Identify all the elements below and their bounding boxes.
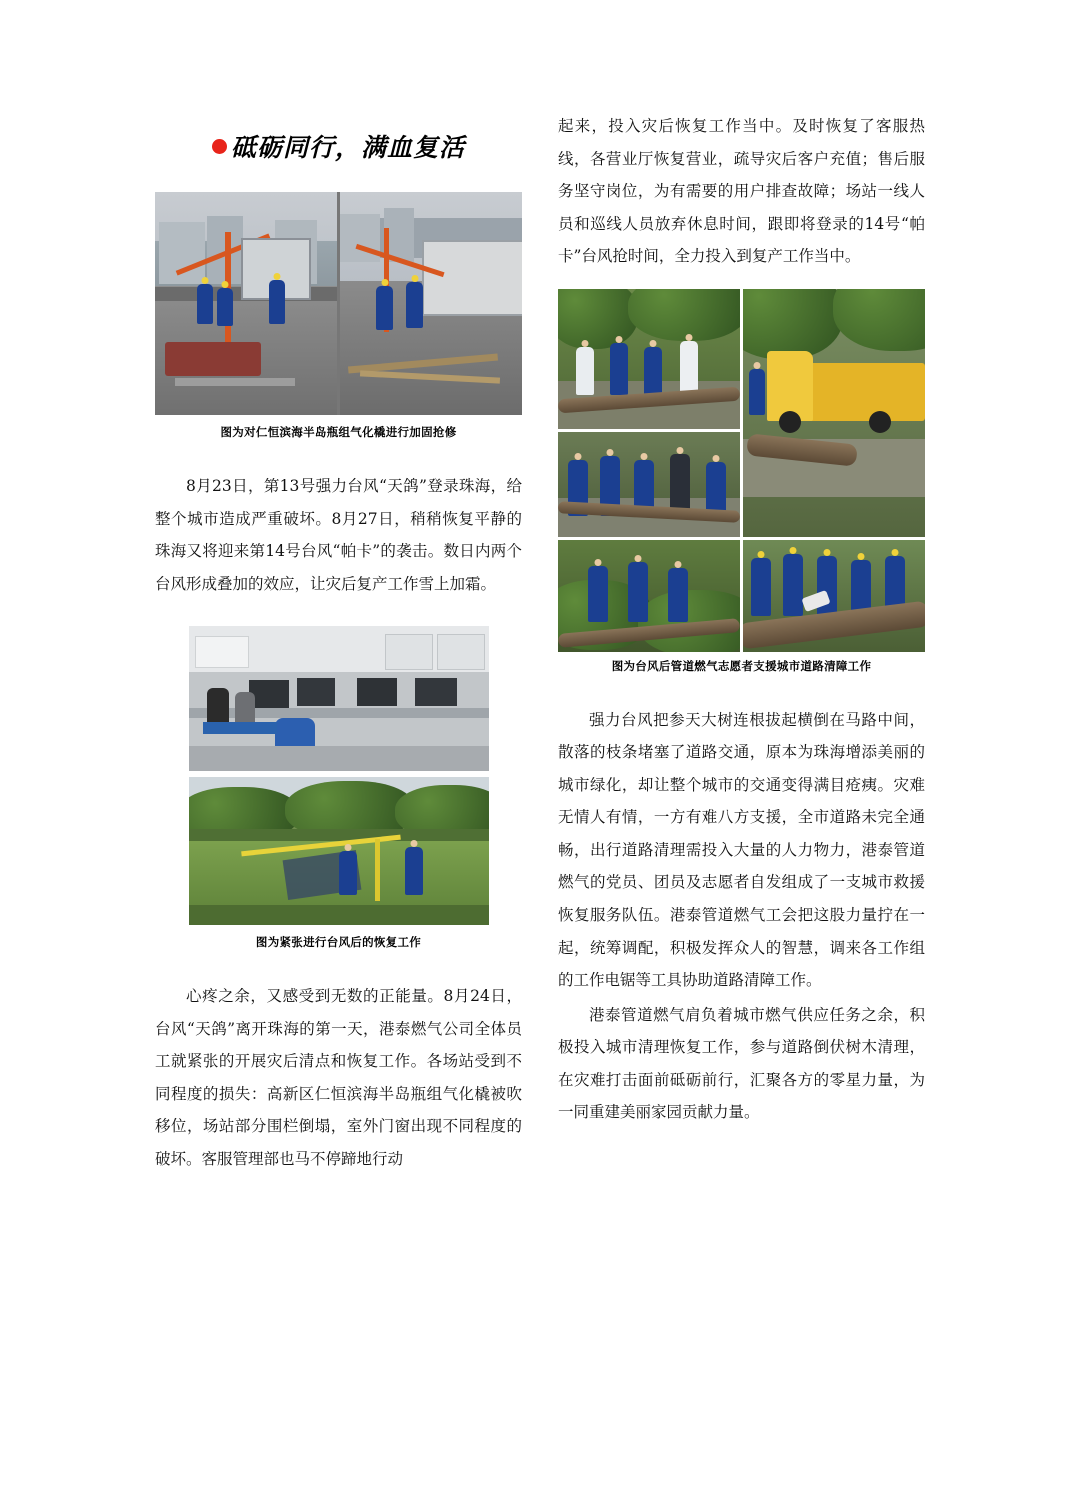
photo-repair-left <box>155 192 337 415</box>
left-column <box>155 110 522 1390</box>
figure-field-caption: 图为紧张进行台风后的恢复工作 <box>255 935 422 950</box>
left-paragraph-2: 心疼之余，又感受到无数的正能量。8月24日，台风“天鸽”离开珠海的第一天，港泰燃气公司全体员工就紧张的开展灾后清点和恢复工作。各场站受到不同程度的损失：高新区仁恒滨海半岛瓶组气化橇被吹移位，场站部分围栏倒塌，室外门窗出现不同程度的破坏。客服管理部也马不停蹄地行动 <box>155 987 522 1168</box>
article-title <box>155 128 522 164</box>
figure-field <box>155 777 522 950</box>
photo-volunteer-3 <box>558 432 740 537</box>
photo-field <box>189 777 489 925</box>
right-paragraph-3: 港泰管道燃气肩负着城市燃气供应任务之余，积极投入城市清理恢复工作，参与道路倒伏树木清理，在灾难打击面前砥砺前行，汇聚各方的零星力量，为一同重建美丽家园贡献力量。 <box>558 1005 925 1122</box>
photo-volunteer-5 <box>743 540 925 652</box>
figure-repair-caption: 图为对仁恒滨海半岛瓶组气化橇进行加固抢修 <box>220 425 457 439</box>
photo-volunteer-2 <box>743 289 925 537</box>
article-title-text: 砥砺同行，满血复活 <box>230 133 465 162</box>
photo-volunteer-4 <box>558 540 740 652</box>
photo-repair <box>155 192 522 415</box>
photo-office <box>189 626 489 771</box>
figure-volunteer-caption: 图为台风后管道燃气志愿者支援城市道路清障工作 <box>611 658 872 673</box>
right-paragraph-2: 强力台风把参天大树连根拔起横倒在马路中间，散落的枝条堵塞了道路交通，原本为珠海增添美丽的城市绿化，却让整个城市的交通变得满目疮痍。灾难无情人有情，一方有难八方支援，全市道路未完全通畅，出行道路清理需投入大量的人力物力，港泰管道燃气的党员、团员及志愿者自发组成了一支城市救援恢复服务队伍。港泰管道燃气工会把这股力量拧在一起，统筹调配，积极发挥众人的智慧，调来各工作组的工作电锯等工具协助道路清障工作。 <box>558 710 925 990</box>
left-paragraph-1: 8月23日，第13号强力台风“天鸽”登录珠海，给整个城市造成严重破坏。8月27日，稍稍恢复平静的珠海又将迎来第14号台风“帕卡”的袭击。数日内两个台风形成叠加的效应，让灾后复产工作雪上加霜。 <box>155 477 522 593</box>
photo-volunteer-mosaic <box>558 289 925 649</box>
figure-volunteer <box>558 289 925 674</box>
red-dot-icon <box>212 139 227 154</box>
photo-repair-right <box>340 192 522 415</box>
right-paragraph-1: 起来，投入灾后恢复工作当中。及时恢复了客服热线，各营业厅恢复营业，疏导灾后客户充值；售后服务坚守岗位，为有需要的用户排查故障；场站一线人员和巡线人员放弃休息时间，跟即将登录的14号“帕卡”台风抢时间，全力投入到复产工作当中。 <box>558 117 925 266</box>
page-content <box>155 110 925 1390</box>
figure-repair <box>155 192 522 440</box>
figure-office <box>155 626 522 777</box>
right-column <box>558 110 925 1390</box>
photo-volunteer-1 <box>558 289 740 429</box>
